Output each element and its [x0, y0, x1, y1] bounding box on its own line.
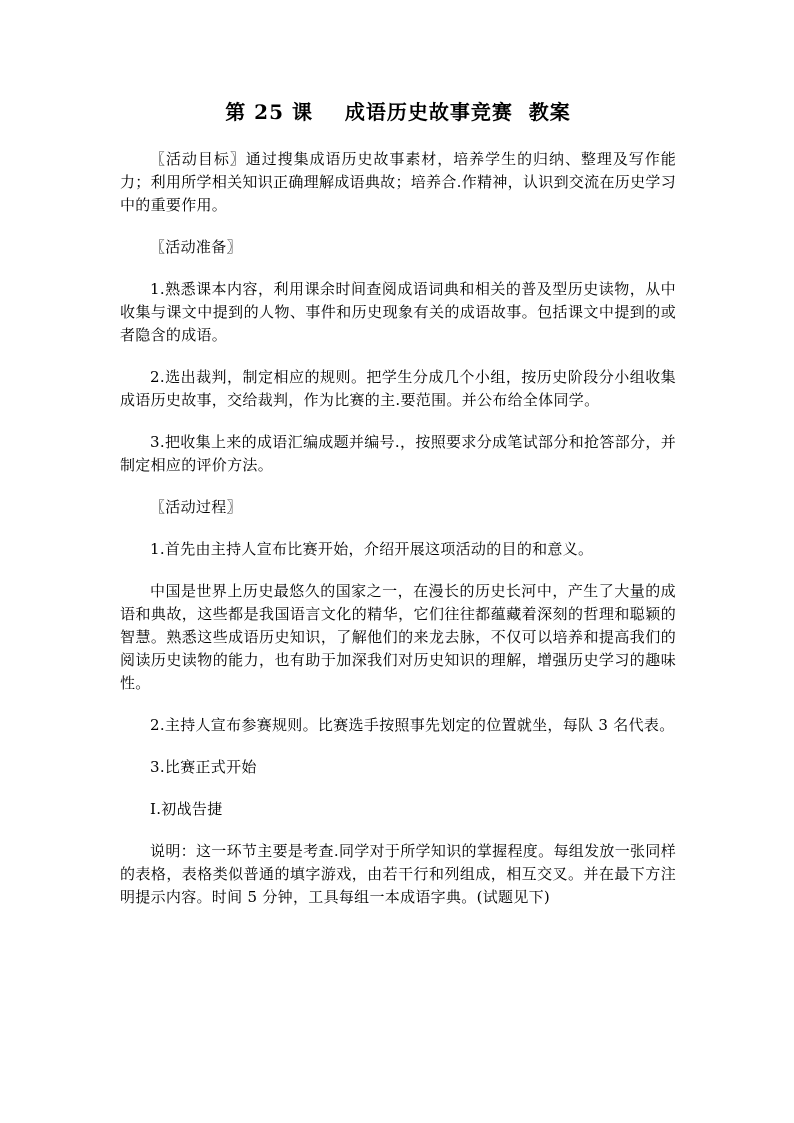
heading-activity-process: 〖活动过程〗: [150, 498, 242, 516]
paragraph-process-1: 1.首先由主持人宣布比赛开始，介绍开展这项活动的目的和意义。: [150, 540, 594, 558]
paragraph-round-one-note: 说明：这一环节主要是考查.同学对于所学知识的掌握程度。每组发放一张同样的表格，表格类似普通的填字游戏，由若干行和列组成，相互交叉。并在最下方注明提示内容。时间 5 分钟，工具每组一本成语字典。(试题见下): [120, 842, 676, 906]
heading-round-one: Ⅰ.初战告捷: [150, 800, 223, 818]
document-page: [120, 98, 676, 928]
document-title: 第 25 课 成语历史故事竞赛 教案: [225, 100, 571, 124]
paragraph-prep-1: 1.熟悉课本内容，利用课余时间查阅成语词典和相关的普及型历史读物，从中收集与课文中提到的人物、事件和历史现象有关的成语故事。包括课文中提到的或者隐含的成语。: [120, 280, 676, 344]
paragraph-prep-3: 3.把收集上来的成语汇编成题并编号.，按照要求分成笔试部分和抢答部分，并制定相应的评价方法。: [120, 433, 676, 474]
paragraph-prep-2: 2.选出裁判，制定相应的规则。把学生分成几个小组，按历史阶段分小组收集成语历史故事，交给裁判，作为比赛的主.要范围。并公布给全体同学。: [120, 368, 676, 409]
paragraph-process-3: 3.比赛正式开始: [150, 758, 257, 776]
paragraph-activity-goal: 〖活动目标〗通过搜集成语历史故事素材，培养学生的归纳、整理及写作能力；利用所学相关知识正确理解成语典故；培养合.作精神，认识到交流在历史学习中的重要作用。: [120, 150, 676, 214]
paragraph-significance: 中国是世界上历史最悠久的国家之一，在漫长的历史长河中，产生了大量的成语和典故，这些都是我国语言文化的精华，它们往往都蕴藏着深刻的哲理和聪颖的智慧。熟悉这些成语历史知识，了解他们的来龙去脉，不仅可以培养和提高我们的阅读历史读物的能力，也有助于加深我们对历史知识的理解，增强历史学习的趣味性。: [120, 582, 676, 692]
paragraph-process-2: 2.主持人宣布参赛规则。比赛选手按照事先划定的位置就坐，每队 3 名代表。: [150, 716, 675, 734]
heading-activity-preparation: 〖活动准备〗: [150, 238, 242, 256]
